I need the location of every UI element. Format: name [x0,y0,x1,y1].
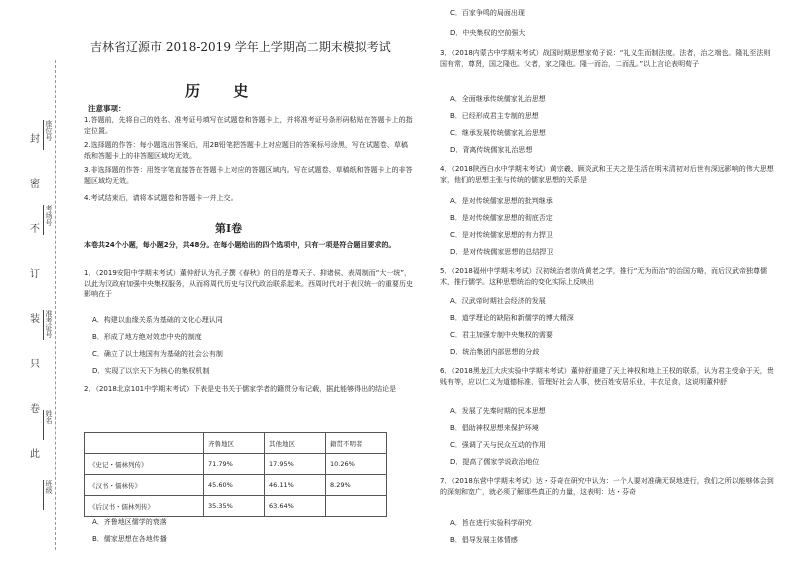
option: D．统治集团内部思想的分歧 [450,348,540,356]
data-table [84,432,387,517]
table-cell: 46.11% [265,475,326,496]
table-cell: 《史记・儒林列传》 [85,454,204,475]
table-cell: 17.95% [265,454,326,475]
binding-mark: 封 [30,134,40,145]
question-stem: 3．（2018内蒙古中学期末考试）战国时期思想家荀子说：“礼义生而制法度。法者，治之端也。隆礼至法则国有常，尊贤，国之隆也。父者，家之隆也。隆一而治，二而乱。”以上言论表明荀子 [440,49,771,68]
table-cell: 《汉书・儒林传》 [85,475,204,496]
option: D．背离传统儒家礼治思想 [450,146,533,154]
option: B．道学理论的缺陷和新儒学的博大精深 [450,314,574,322]
table-row [85,454,387,475]
admission-number-field: 准考证号 [38,310,54,340]
part-title: 第Ⅰ卷 [215,222,243,235]
note-item: 3.非选择题的作答：用签字笔直接答在答题卡上对应的答题区域内。写在试题卷、草稿纸和答题卡上的非答题区域均无效。 [84,166,413,185]
option: B．倡助神权思想来保护环境 [450,424,539,432]
option: C．百家争鸣的局面出现 [450,9,525,17]
table-cell: 63.64% [265,496,326,517]
option: C．君主加强专制中央集权的需要 [450,331,553,339]
option: D．提高了儒家学说政治地位 [450,458,540,466]
exam-room-field: 考场号 [38,205,54,235]
class-field: 班级 [38,480,54,510]
option: B．倡导发展主体情感 [450,536,518,544]
page-title: 吉林省辽源市 2018-2019 学年上学期高二期末模拟考试 [90,40,391,54]
table-cell: 35.35% [204,496,265,517]
note-item: 1.答题前，先将自己的姓名、准考证号填写在试题卷和答题卡上，并将准考证号条形码粘贴在答题卡上的指定位置。 [84,116,413,135]
binding-mark: 装 [30,314,40,325]
table-cell: 《后汉书・儒林列传》 [85,496,204,517]
table-header: 其他地区 [265,433,326,454]
option: A．是对传统儒家思想的批判继承 [450,197,553,205]
binding-mark: 订 [30,269,40,280]
binding-line [55,60,56,550]
option: A．汉武帝时期社会经济的发展 [450,297,546,305]
table-row [85,475,387,496]
table-header [85,433,204,454]
table-cell: 10.26% [326,454,387,475]
name-field: 姓名 [38,410,54,440]
option: B．形成了地方绝对效忠中央的制度 [92,333,202,341]
binding-mark: 只 [30,359,40,370]
table-header-row [85,433,387,454]
option: C．继承发展传统儒家礼治思想 [450,129,546,137]
table-cell: 45.60% [204,475,265,496]
option: D．是对传统儒家思想的总结捍卫 [450,248,554,256]
question-stem: 7．（2018东营中学期末考试）达・芬奇在研究中认为：一个人要对准确无误地进行，我们之所以能够体会到的深刻和宽广，就必须了解那些真正的力量，这表明：达・芬奇 [440,477,774,496]
table-header: 籍贯不明者 [326,433,387,454]
subject-title: 历 史 [185,82,263,100]
seat-number-field: 座位号 [38,120,54,150]
option: D．实现了以宗天下为核心的集权机制 [92,367,210,375]
note-item: 4.考试结束后，请将本试题卷和答题卡一并上交。 [84,194,238,202]
question-stem: 4．（2018陕西白水中学期末考试）黄宗羲、顾炎武和王夫之是生活在明末清初对后世有深远影响的伟大思想家，他们的思想主张与传统的儒家思想的关系是 [440,165,774,184]
option: C．是对传统儒家思想的有力捍卫 [450,231,553,239]
question-stem: 2．（2018北京101中学期末考试）下表是史书关于儒家学者的籍贯分布记载，据此能够得出的结论是 [84,385,397,393]
table-cell: 8.29% [326,475,387,496]
table-header: 齐鲁地区 [204,433,265,454]
option: A．发展了先秦时期的民本思想 [450,407,546,415]
notes-heading: 注意事项： [88,104,126,113]
binding-mark: 卷 [30,404,40,415]
option: C．强调了天与民众互动的作用 [450,441,546,449]
option: A．构建以血缘关系为基础的文化心理认同 [92,316,223,324]
question-stem: 1．（2019安阳中学期末考试）董仲舒认为孔子撰《春秋》的目的是尊天子、抑诸侯、表周制而“大一统”，以此为汉政府加强中央集权服务，从而将周代历史与汉代政治联系起来。西周时代对于表汉统一的重要历史影响在于 [84,269,413,298]
option: D．中央集权的空前强大 [450,29,526,37]
question-stem: 6．（2018黑龙江大庆实验中学期末考试）董仲舒重建了天上神权和地上王权的联系，认为君主受命于天，贵贱有等，应以仁义为道德标准，管理好社会人事，使百姓安居乐业，丰衣足食，这说明董仲舒 [440,367,774,386]
option: B．已经形成君主专制的思想 [450,112,539,120]
binding-mark: 不 [30,224,40,235]
table-row [85,496,387,517]
question-stem: 5．（2018福州中学期末考试）汉初统治者崇尚黄老之学，推行“无为而治”的治国方略，而后汉武帝独尊儒术，推行儒学。这种思想统治的变化实际上反映出 [440,267,768,286]
part-intro: 本卷共24个小题，每小题2分，共48分。在每小题给出的四个选项中，只有一项是符合题目要求的。 [84,241,396,249]
option: A．旨在进行实验科学研究 [450,519,532,527]
option: C．确立了以土地国有为基础的社会公有制 [92,350,223,358]
binding-mark: 此 [30,449,40,460]
option: A．全面继承传统儒家礼治思想 [450,95,546,103]
note-item: 2.选择题的作答：每小题选出答案后，用2B铅笔把答题卡上对应题目的答案标号涂黑，写在试题卷、草稿纸和答题卡上的非答题区域均无效。 [84,141,408,160]
binding-mark: 密 [30,179,40,190]
option: B．儒家思想在各地传播 [92,535,167,543]
table-cell [326,496,387,517]
option: A．齐鲁地区儒学的衰落 [92,518,167,526]
binding-margin [0,0,70,562]
option: B．是对传统儒家思想的彻底否定 [450,214,553,222]
table-cell: 71.79% [204,454,265,475]
